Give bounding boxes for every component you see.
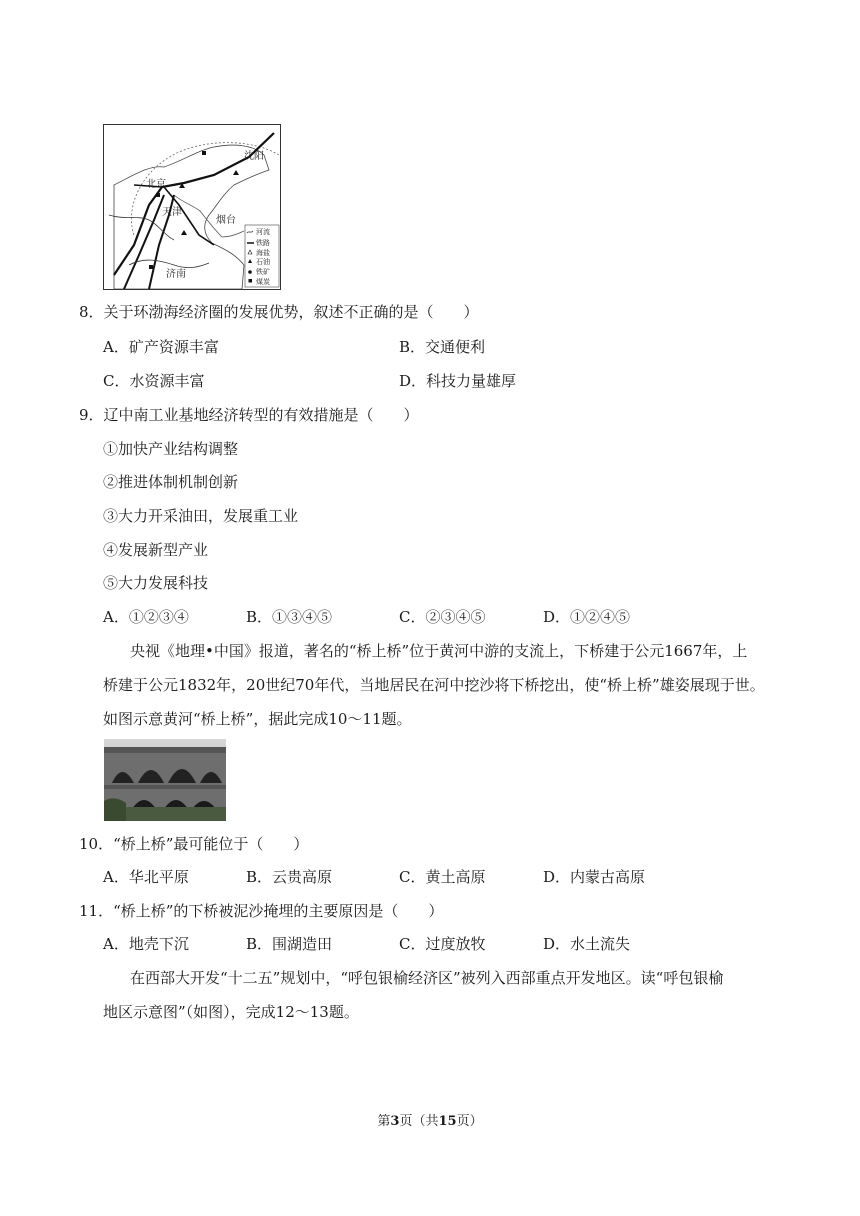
city-label-shenyang: 沈阳 xyxy=(244,151,264,162)
q10-option-c[interactable]: C．黄土高原 xyxy=(399,868,486,886)
q9-item-5: ⑤大力发展科技 xyxy=(103,574,209,592)
footer-page-number: 3 xyxy=(390,1114,400,1129)
legend-coal: 煤炭 xyxy=(256,278,270,286)
passage2-line-1: 在西部大开发“十二五”规划中，“呼包银榆经济区”被列入西部重点开发地区。读“呼包银榆 xyxy=(130,969,724,987)
q9-option-b[interactable]: B．①③④⑤ xyxy=(246,608,333,626)
q11-stem: 11．“桥上桥”的下桥被泥沙掩埋的主要原因是（ ） xyxy=(79,902,444,920)
q10-option-b[interactable]: B．云贵高原 xyxy=(246,868,333,886)
q11-option-d[interactable]: D．水土流失 xyxy=(543,935,631,953)
q8-option-c[interactable]: C．水资源丰富 xyxy=(103,372,205,390)
q9-option-a[interactable]: A．①②③④ xyxy=(103,608,189,626)
q9-stem: 9．辽中南工业基地经济转型的有效措施是（ ） xyxy=(79,406,419,424)
legend-river: 河流 xyxy=(256,228,270,236)
q9-option-d[interactable]: D．①②④⑤ xyxy=(543,608,631,626)
q9-item-3: ③大力开采油田，发展重工业 xyxy=(103,507,299,525)
q9-item-1: ①加快产业结构调整 xyxy=(103,440,239,458)
passage1-line-3: 如图示意黄河“桥上桥”，据此完成10～11题。 xyxy=(103,710,412,728)
bohai-map-figure xyxy=(103,124,281,290)
legend-railway: 铁路 xyxy=(256,239,270,247)
legend-iron: 铁矿 xyxy=(256,268,270,276)
q9-item-4: ④发展新型产业 xyxy=(103,541,209,559)
q8-stem: 8．关于环渤海经济圈的发展优势，叙述不正确的是（ ） xyxy=(79,303,479,321)
city-label-yantai: 烟台 xyxy=(216,215,236,226)
q8-option-b[interactable]: B．交通便利 xyxy=(399,338,486,356)
page-footer xyxy=(0,1113,860,1131)
passage2-line-2: 地区示意图”（如图），完成12～13题。 xyxy=(103,1003,359,1021)
q10-option-a[interactable]: A．华北平原 xyxy=(103,868,189,886)
legend-sea-salt: 海盐 xyxy=(256,249,270,257)
q11-option-a[interactable]: A．地壳下沉 xyxy=(103,935,189,953)
q11-option-c[interactable]: C．过度放牧 xyxy=(399,935,486,953)
q11-option-b[interactable]: B．围湖造田 xyxy=(246,935,333,953)
q10-option-d[interactable]: D．内蒙古高原 xyxy=(543,868,646,886)
city-label-beijing: 北京 xyxy=(146,179,166,190)
passage1-line-2: 桥建于公元1832年，20世纪70年代，当地居民在河中挖沙将下桥挖出，使“桥上桥”雄姿展现于世。 xyxy=(103,676,765,694)
q8-option-a[interactable]: A．矿产资源丰富 xyxy=(103,338,219,356)
bridge-photo xyxy=(104,739,226,821)
q9-item-2: ②推进体制机制创新 xyxy=(103,473,239,491)
legend-oil: 石油 xyxy=(256,258,270,266)
bohai-map xyxy=(104,125,280,289)
footer-suffix: 页） xyxy=(456,1114,483,1129)
q9-option-c[interactable]: C．②③④⑤ xyxy=(399,608,486,626)
map-legend xyxy=(245,225,279,287)
footer-total-pages: 15 xyxy=(438,1114,457,1129)
footer-prefix: 第 xyxy=(377,1114,391,1129)
passage1-line-1: 央视《地理•中国》报道，著名的“桥上桥”位于黄河中游的支流上，下桥建于公元1667年，上 xyxy=(130,642,748,660)
q10-stem: 10．“桥上桥”最可能位于（ ） xyxy=(79,835,309,853)
footer-mid: 页（共 xyxy=(399,1114,439,1129)
city-label-jinan: 济南 xyxy=(166,269,186,280)
city-label-tianjin: 天津 xyxy=(162,207,182,218)
q8-option-d[interactable]: D．科技力量雄厚 xyxy=(399,372,517,390)
